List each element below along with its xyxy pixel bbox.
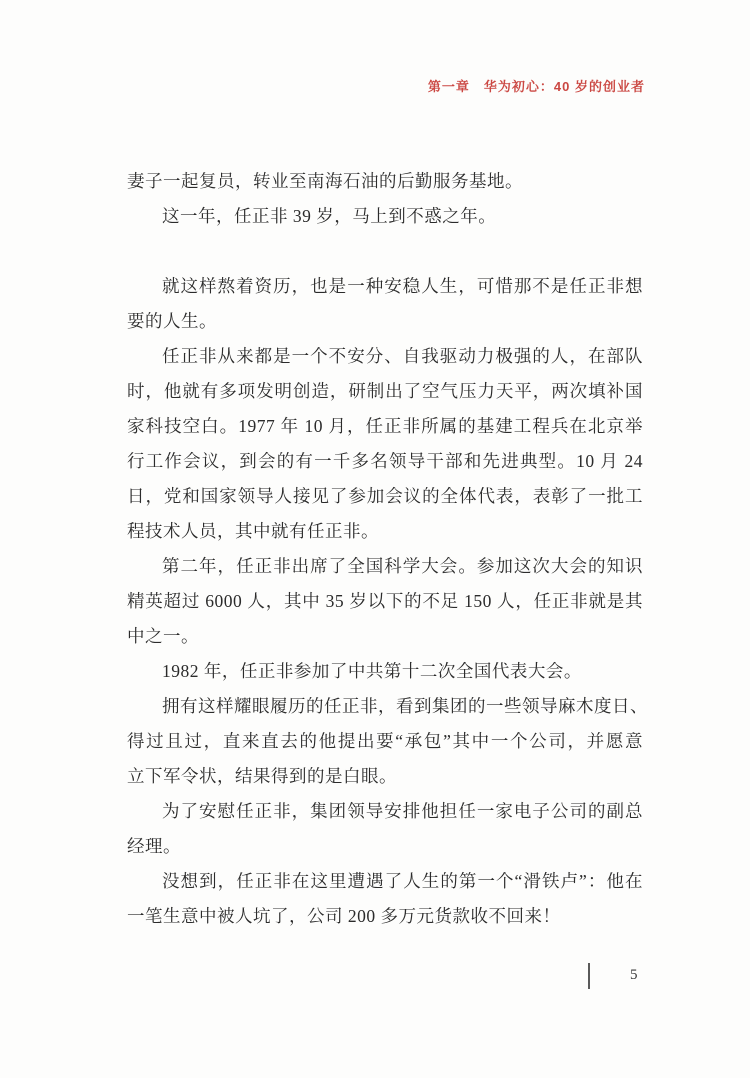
body-text [127, 164, 648, 934]
paragraph [127, 654, 643, 689]
page-number: 5 [630, 967, 638, 983]
text-line: 第二年，任正非出席了全国科学大会。参加这次大会的知识 [162, 556, 643, 576]
paragraph [127, 339, 643, 549]
text-line: 经理。 [127, 836, 181, 856]
text-line: 没想到，任正非在这里遭遇了人生的第一个“滑铁卢”：他在 [162, 871, 643, 891]
paragraph [127, 199, 643, 234]
running-header [428, 76, 645, 95]
text-line: 为了安慰任正非，集团领导安排他担任一家电子公司的副总 [162, 801, 643, 821]
paragraph [127, 269, 643, 339]
text-line: 妻子一起复员，转业至南海石油的后勤服务基地。 [127, 171, 523, 191]
text-line: 1982 年，任正非参加了中共第十二次全国代表大会。 [162, 661, 582, 681]
text-line: 家科技空白。1977 年 10 月，任正非所属的基建工程兵在北京举 [127, 416, 643, 436]
chapter-label: 第一章 [427, 79, 470, 94]
text-line: 任正非从来都是一个不安分、自我驱动力极强的人，在部队 [162, 346, 643, 366]
text-line: 得过且过，直来直去的他提出要“承包”其中一个公司，并愿意 [127, 731, 643, 751]
text-line: 时，他就有多项发明创造，研制出了空气压力天平，两次填补国 [127, 381, 643, 401]
text-line: 日，党和国家领导人接见了参加会议的全体代表，表彰了一批工 [127, 486, 643, 506]
text-line: 拥有这样耀眼履历的任正非，看到集团的一些领导麻木度日、 [162, 696, 648, 716]
text-line: 要的人生。 [127, 311, 217, 331]
page-footer [588, 963, 668, 991]
text-line: 就这样熬着资历，也是一种安稳人生，可惜那不是任正非想 [162, 276, 643, 296]
text-line: 这一年，任正非 39 岁，马上到不惑之年。 [162, 206, 497, 226]
paragraph [127, 794, 643, 864]
paragraph [127, 689, 648, 794]
text-line: 行工作会议，到会的有一千多名领导干部和先进典型。10 月 24 [127, 451, 643, 471]
chapter-title: 华为初心：40 岁的创业者 [483, 79, 645, 94]
text-line: 程技术人员，其中就有任正非。 [127, 521, 379, 541]
text-line: 立下军令状，结果得到的是白眼。 [127, 766, 397, 786]
paragraph [127, 864, 643, 934]
footer-divider-line [588, 963, 590, 989]
text-line: 精英超过 6000 人，其中 35 岁以下的不足 150 人，任正非就是其 [127, 591, 643, 611]
paragraph [127, 164, 643, 199]
text-line: 一笔生意中被人坑了，公司 200 多万元货款收不回来！ [127, 906, 561, 926]
paragraph [127, 549, 643, 654]
text-line: 中之一。 [127, 626, 199, 646]
